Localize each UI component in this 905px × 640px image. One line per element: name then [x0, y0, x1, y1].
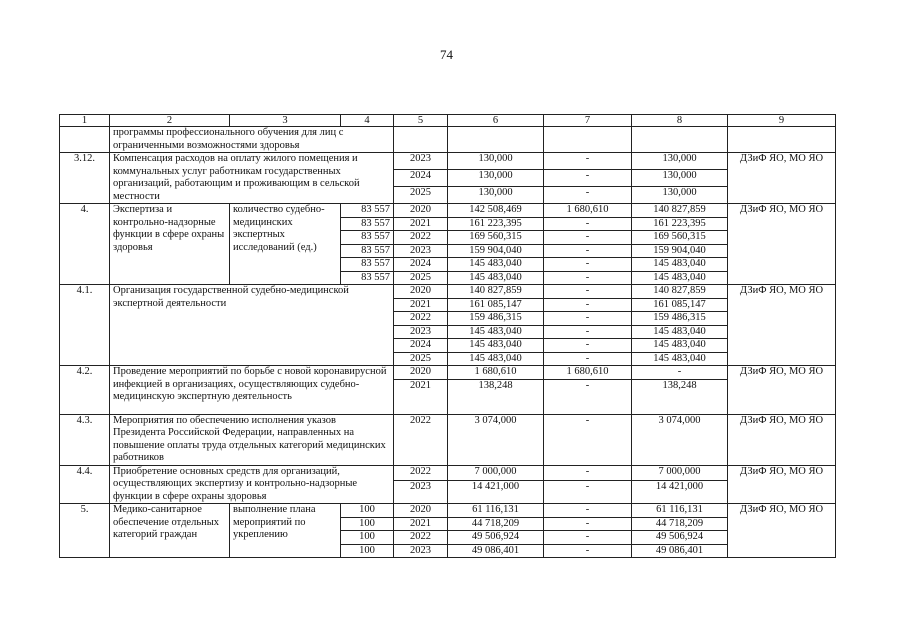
regional-cell: 140 827,859	[632, 204, 728, 218]
federal-cell: -	[544, 170, 632, 187]
regional-cell: 145 483,040	[632, 325, 728, 339]
total-cell: 1 680,610	[448, 366, 544, 380]
total-cell: 44 718,209	[448, 517, 544, 531]
table-row	[60, 366, 836, 380]
total-cell: 138,248	[448, 379, 544, 414]
federal-cell: -	[544, 414, 632, 465]
federal-cell: -	[544, 325, 632, 339]
header-cell: 9	[728, 115, 836, 127]
table-row	[60, 414, 836, 465]
year-cell: 2021	[394, 217, 448, 231]
num-cell: 4.2.	[60, 366, 110, 415]
total-cell: 130,000	[448, 153, 544, 170]
year-cell: 2023	[394, 153, 448, 170]
year-cell: 2020	[394, 366, 448, 380]
regional-cell: 49 086,401	[632, 544, 728, 558]
regional-cell: 140 827,859	[632, 285, 728, 299]
total-cell: 49 506,924	[448, 531, 544, 545]
regional-cell	[632, 127, 728, 153]
federal-cell: -	[544, 504, 632, 518]
year-cell: 2022	[394, 531, 448, 545]
responsible-cell: ДЗиФ ЯО, МО ЯО	[728, 465, 836, 504]
federal-cell: -	[544, 285, 632, 299]
indicator-value: 100	[341, 517, 394, 531]
total-cell: 130,000	[448, 187, 544, 204]
year-cell: 2025	[394, 271, 448, 285]
regional-cell: 159 904,040	[632, 244, 728, 258]
responsible-cell: ДЗиФ ЯО, МО ЯО	[728, 285, 836, 366]
total-cell: 161 085,147	[448, 298, 544, 312]
regional-cell: 14 421,000	[632, 481, 728, 504]
activity-name: Экспертиза и контрольно-надзорные функции в сфере охраны здоровья	[110, 204, 230, 285]
regional-cell: 44 718,209	[632, 517, 728, 531]
page-number: 74	[440, 47, 453, 62]
year-cell: 2022	[394, 312, 448, 326]
federal-cell: -	[544, 352, 632, 366]
year-cell: 2024	[394, 339, 448, 353]
header-cell: 4	[341, 115, 394, 127]
responsible-cell: ДЗиФ ЯО, МО ЯО	[728, 153, 836, 204]
table-row	[60, 127, 836, 153]
federal-cell: -	[544, 481, 632, 504]
num-cell: 4.	[60, 204, 110, 285]
year-cell: 2025	[394, 352, 448, 366]
activity-name: Приобретение основных средств для организаций, осуществляющих экспертизу и контрольно-надзорные функции в сфере охраны здоровья	[110, 465, 394, 504]
num-cell: 3.12.	[60, 153, 110, 204]
federal-cell: -	[544, 298, 632, 312]
responsible-cell: ДЗиФ ЯО, МО ЯО	[728, 366, 836, 415]
regional-cell: 130,000	[632, 153, 728, 170]
year-cell: 2022	[394, 231, 448, 245]
header-cell: 6	[448, 115, 544, 127]
responsible-cell	[728, 127, 836, 153]
activity-name: Компенсация расходов на оплату жилого помещения и коммунальных услуг работникам государственных организаций, работающим и проживающим в сельской местности	[110, 153, 394, 204]
year-cell: 2024	[394, 258, 448, 272]
total-cell: 145 483,040	[448, 271, 544, 285]
regional-cell: 145 483,040	[632, 258, 728, 272]
indicator-value: 83 557	[341, 217, 394, 231]
header-row	[60, 115, 836, 127]
table-row	[60, 204, 836, 218]
num-cell: 5.	[60, 504, 110, 558]
year-cell	[394, 127, 448, 153]
indicator-value: 100	[341, 504, 394, 518]
regional-cell: 159 486,315	[632, 312, 728, 326]
indicator-name: выполнение плана мероприятий по укреплению	[230, 504, 341, 558]
regional-cell: 49 506,924	[632, 531, 728, 545]
header-cell: 1	[60, 115, 110, 127]
num-cell: 4.1.	[60, 285, 110, 366]
header-cell: 5	[394, 115, 448, 127]
regional-cell: 61 116,131	[632, 504, 728, 518]
federal-cell: 1 680,610	[544, 204, 632, 218]
year-cell: 2025	[394, 187, 448, 204]
table-row	[60, 153, 836, 170]
responsible-cell: ДЗиФ ЯО, МО ЯО	[728, 504, 836, 558]
year-cell: 2021	[394, 517, 448, 531]
total-cell: 14 421,000	[448, 481, 544, 504]
year-cell: 2021	[394, 298, 448, 312]
activity-name: программы профессионального обучения для лиц с ограниченными возможностями здоровья	[110, 127, 394, 153]
regional-cell: 7 000,000	[632, 465, 728, 481]
federal-cell: -	[544, 153, 632, 170]
federal-cell: -	[544, 339, 632, 353]
responsible-cell: ДЗиФ ЯО, МО ЯО	[728, 204, 836, 285]
year-cell: 2023	[394, 325, 448, 339]
regional-cell: 145 483,040	[632, 352, 728, 366]
regional-cell: 3 074,000	[632, 414, 728, 465]
regional-cell: 145 483,040	[632, 339, 728, 353]
federal-cell: -	[544, 217, 632, 231]
total-cell: 145 483,040	[448, 352, 544, 366]
regional-cell: 130,000	[632, 170, 728, 187]
year-cell: 2020	[394, 285, 448, 299]
indicator-name: количество судебно-медицинских экспертных исследований (ед.)	[230, 204, 341, 285]
total-cell: 169 560,315	[448, 231, 544, 245]
year-cell: 2024	[394, 170, 448, 187]
year-cell: 2020	[394, 504, 448, 518]
federal-cell: -	[544, 465, 632, 481]
federal-cell: -	[544, 231, 632, 245]
year-cell: 2022	[394, 414, 448, 465]
federal-cell: -	[544, 517, 632, 531]
table-row	[60, 504, 836, 518]
activity-name: Проведение мероприятий по борьбе с новой коронавирусной инфекцией в организациях, осуществляющих судебно-медицинскую экспертную деятельность	[110, 366, 394, 415]
budget-table	[59, 114, 836, 558]
federal-cell: -	[544, 271, 632, 285]
total-cell: 49 086,401	[448, 544, 544, 558]
regional-cell: 138,248	[632, 379, 728, 414]
indicator-value: 83 557	[341, 271, 394, 285]
total-cell: 159 486,315	[448, 312, 544, 326]
table-row	[60, 285, 836, 299]
responsible-cell: ДЗиФ ЯО, МО ЯО	[728, 414, 836, 465]
indicator-value: 83 557	[341, 204, 394, 218]
regional-cell: 169 560,315	[632, 231, 728, 245]
total-cell: 145 483,040	[448, 258, 544, 272]
federal-cell: -	[544, 531, 632, 545]
regional-cell: 161 085,147	[632, 298, 728, 312]
indicator-value: 83 557	[341, 231, 394, 245]
federal-cell: -	[544, 244, 632, 258]
federal-cell: -	[544, 379, 632, 414]
activity-name: Медико-санитарное обеспечение отдельных категорий граждан	[110, 504, 230, 558]
regional-cell: 145 483,040	[632, 271, 728, 285]
total-cell: 3 074,000	[448, 414, 544, 465]
activity-name: Организация государственной судебно-медицинской экспертной деятельности	[110, 285, 394, 366]
year-cell: 2021	[394, 379, 448, 414]
total-cell: 145 483,040	[448, 325, 544, 339]
year-cell: 2023	[394, 481, 448, 504]
regional-cell: -	[632, 366, 728, 380]
table-row	[60, 465, 836, 481]
total-cell	[448, 127, 544, 153]
num-cell: 4.3.	[60, 414, 110, 465]
num-cell	[60, 127, 110, 153]
year-cell: 2022	[394, 465, 448, 481]
federal-cell: -	[544, 187, 632, 204]
total-cell: 61 116,131	[448, 504, 544, 518]
indicator-value: 83 557	[341, 258, 394, 272]
year-cell: 2023	[394, 544, 448, 558]
federal-cell	[544, 127, 632, 153]
regional-cell: 161 223,395	[632, 217, 728, 231]
total-cell: 130,000	[448, 170, 544, 187]
total-cell: 159 904,040	[448, 244, 544, 258]
total-cell: 7 000,000	[448, 465, 544, 481]
federal-cell: -	[544, 258, 632, 272]
total-cell: 161 223,395	[448, 217, 544, 231]
activity-name: Мероприятия по обеспечению исполнения указов Президента Российской Федерации, направленных на повышение оплаты труда отдельных категорий медицинских работников	[110, 414, 394, 465]
num-cell: 4.4.	[60, 465, 110, 504]
regional-cell: 130,000	[632, 187, 728, 204]
federal-cell: -	[544, 312, 632, 326]
header-cell: 2	[110, 115, 230, 127]
total-cell: 145 483,040	[448, 339, 544, 353]
indicator-value: 100	[341, 544, 394, 558]
header-cell: 3	[230, 115, 341, 127]
total-cell: 142 508,469	[448, 204, 544, 218]
federal-cell: -	[544, 544, 632, 558]
federal-cell: 1 680,610	[544, 366, 632, 380]
year-cell: 2023	[394, 244, 448, 258]
indicator-value: 100	[341, 531, 394, 545]
header-cell: 7	[544, 115, 632, 127]
header-cell: 8	[632, 115, 728, 127]
year-cell: 2020	[394, 204, 448, 218]
indicator-value: 83 557	[341, 244, 394, 258]
total-cell: 140 827,859	[448, 285, 544, 299]
